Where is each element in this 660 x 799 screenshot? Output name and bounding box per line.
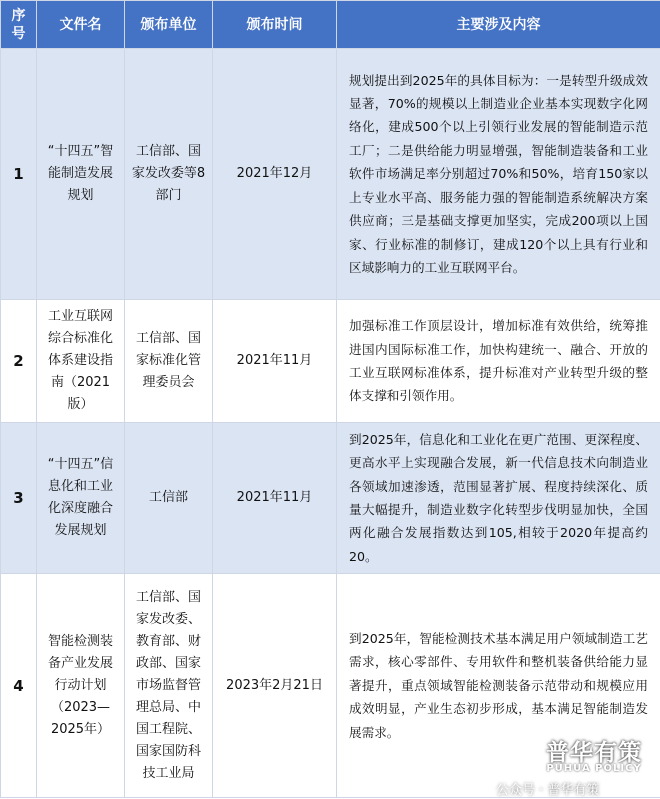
row-issuer: 工信部 — [125, 423, 213, 574]
header-content: 主要涉及内容 — [337, 1, 660, 49]
table-row — [1, 423, 660, 574]
row-index: 2 — [1, 300, 37, 423]
row-content: 规划提出到2025年的具体目标为：一是转型升级成效显著，70%的规模以上制造业企业基本实现数字化网络化，建成500个以上引领行业发展的智能制造示范工厂；二是供给能力明显增强，智能制造装备和工业软件市场满足率分别超过70%和50%，培育150家以上专业水平高、服务能力强的智能制造系统解决方案供应商；三是基础支撑更加坚实，完成200项以上国家、行业标准的制修订，建成120个以上具有行业和区域影响力的工业互联网平台。 — [337, 49, 660, 300]
row-index: 4 — [1, 574, 37, 798]
header-index: 序号 — [1, 1, 37, 49]
row-content: 加强标准工作顶层设计，增加标准有效供给，统筹推进国内国际标准工作，加快构建统一、融合、开放的工业互联网标准体系，提升标准对产业转型升级的整体支撑和引领作用。 — [337, 300, 660, 423]
header-issuer: 颁布单位 — [125, 1, 213, 49]
table-row — [1, 574, 660, 798]
table-header-row — [1, 1, 660, 49]
row-index: 3 — [1, 423, 37, 574]
row-issuer: 工信部、国家发改委等8部门 — [125, 49, 213, 300]
header-date: 颁布时间 — [213, 1, 337, 49]
row-name: “十四五”智能制造发展规划 — [37, 49, 125, 300]
row-date: 2021年12月 — [213, 49, 337, 300]
row-index: 1 — [1, 49, 37, 300]
table-row — [1, 49, 660, 300]
row-content: 到2025年，信息化和工业化在更广范围、更深程度、更高水平上实现融合发展，新一代信息技术向制造业各领域加速渗透，范围显著扩展、程度持续深化、质量大幅提升，制造业数字化转型步伐明显加快，全国两化融合发展指数达到105,相较于2020年提高约20。 — [337, 423, 660, 574]
row-date: 2021年11月 — [213, 300, 337, 423]
row-date: 2023年2月21日 — [213, 574, 337, 798]
watermark-account-text: 公众号 · 普华有策 — [496, 782, 600, 798]
table-row — [1, 300, 660, 423]
watermark-brand: 普华有策 — [546, 740, 642, 766]
watermark-brand-en: PUHUA POLICY — [546, 763, 642, 774]
row-name: “十四五”信息化和工业化深度融合发展规划 — [37, 423, 125, 574]
header-name: 文件名 — [37, 1, 125, 49]
row-content: 到2025年，智能检测技术基本满足用户领域制造工艺需求，核心零部件、专用软件和整机装备供给能力显著提升，重点领域智能检测装备示范带动和规模应用成效明显，产业生态初步形成，基本满足智能制造发展需求。 — [337, 574, 660, 798]
row-date: 2021年11月 — [213, 423, 337, 574]
row-issuer: 工信部、国家发改委、教育部、财政部、国家市场监督管理总局、中国工程院、国家国防科技工业局 — [125, 574, 213, 798]
row-issuer: 工信部、国家标准化管理委员会 — [125, 300, 213, 423]
row-name: 工业互联网综合标准化体系建设指南（2021版） — [37, 300, 125, 423]
row-name: 智能检测装备产业发展行动计划（2023—2025年） — [37, 574, 125, 798]
